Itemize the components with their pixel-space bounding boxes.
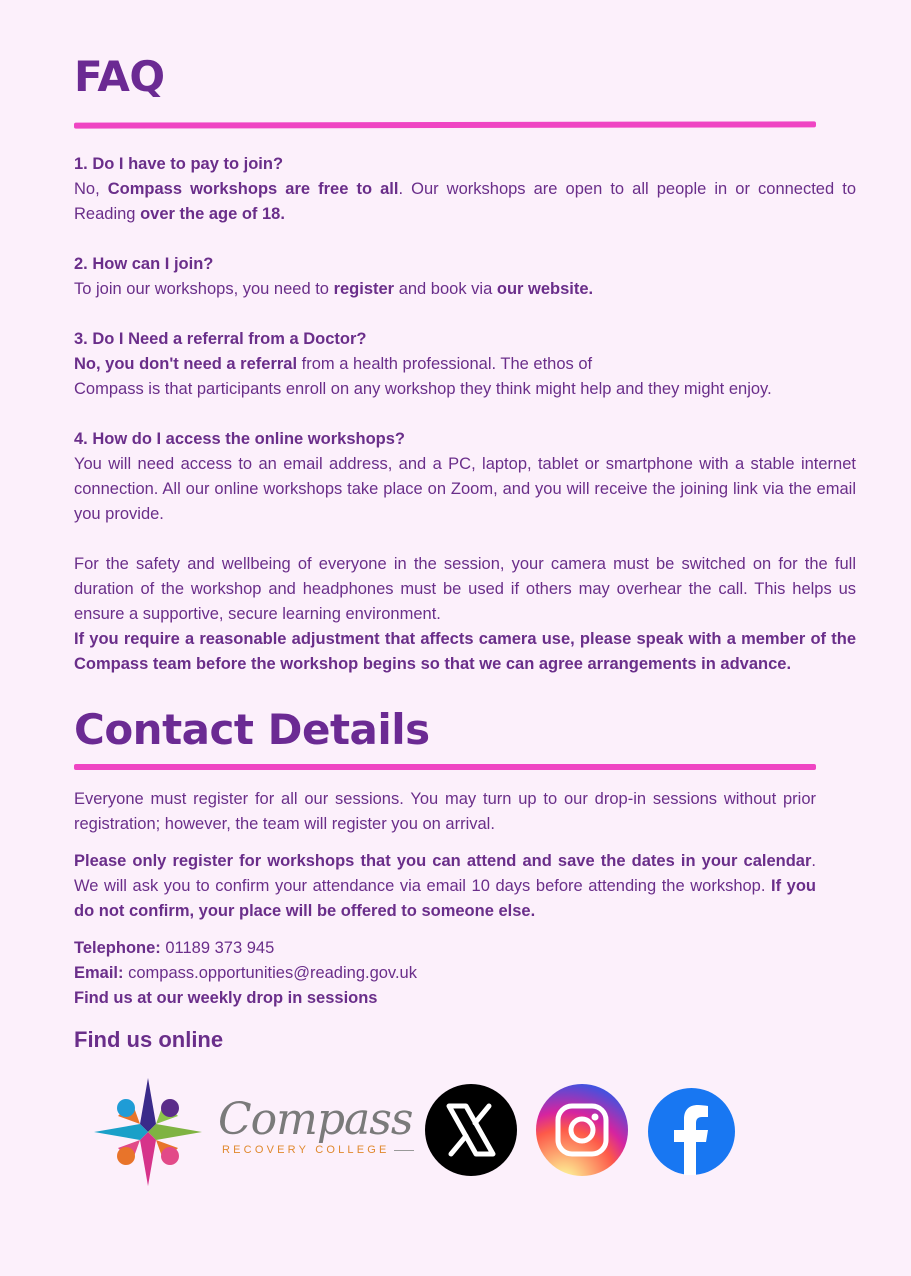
faq-question-1: 1. Do I have to pay to join?	[74, 155, 284, 173]
register-link[interactable]: register	[333, 280, 395, 298]
answer-bold: over the age of 18.	[140, 205, 285, 223]
answer-bold: If you require a reasonable adjustment that affects camera use, please speak with a member of the Compass team before the workshop begins so that we can agree arrangements in advance.	[74, 630, 856, 673]
telephone-value[interactable]: 01189 373 945	[160, 939, 275, 957]
faq-answer-4-p1: You will need access to an email address, and a PC, laptop, tablet or smartphone with a stable internet connection. All our online workshops take place on Zoom, and you will receive the joining link via the email you provide.	[74, 455, 856, 523]
compass-logo-icon[interactable]	[94, 1078, 202, 1186]
contact-bold: Please only register for workshops that you can attend and save the dates in your calendar	[74, 852, 812, 870]
faq-answer-1	[74, 177, 856, 227]
email-value[interactable]: compass.opportunities@reading.gov.uk	[123, 964, 417, 982]
contact-title: Contact Details	[74, 705, 430, 754]
answer-text: No,	[74, 180, 108, 198]
compass-subtitle	[222, 1144, 414, 1156]
email-label: Email:	[74, 964, 124, 982]
logo-row	[94, 1074, 754, 1190]
faq-section	[74, 152, 856, 677]
answer-text: and book via	[394, 280, 497, 298]
email-line	[74, 961, 816, 986]
website-link[interactable]: our website.	[496, 280, 594, 298]
faq-answer-3	[74, 352, 856, 402]
facebook-icon[interactable]	[648, 1088, 735, 1175]
faq-title: FAQ	[74, 52, 165, 101]
answer-bold: No, you don't need a referral	[74, 355, 298, 373]
faq-answer-2	[74, 277, 856, 302]
contact-paragraph-2	[74, 849, 816, 924]
contact-text: . We will ask you to confirm your attendance via email 10 days before attending the workshop.	[74, 852, 816, 895]
answer-text: . Our workshops are open to all people in or connected to Reading	[74, 180, 856, 223]
instagram-icon[interactable]	[536, 1084, 628, 1176]
faq-question-2: 2. How can I join?	[74, 255, 214, 273]
faq-question-3: 3. Do I Need a referral from a Doctor?	[74, 330, 367, 348]
telephone-label: Telephone:	[74, 939, 161, 957]
x-icon[interactable]	[425, 1084, 517, 1176]
faq-question-4: 4. How do I access the online workshops?	[74, 430, 405, 448]
answer-text: To join our workshops, you need to	[74, 280, 334, 298]
contact-bold: If you do not confirm, your place will be offered to someone else.	[74, 877, 817, 920]
answer-text: from a health professional. The ethos of	[297, 355, 593, 373]
compass-wordmark: Compass	[218, 1094, 413, 1145]
dropin-line	[74, 986, 816, 1011]
answer-text: Compass is that participants enroll on any workshop they think might help and they might enjoy.	[74, 380, 772, 398]
faq-answer-4-p3	[74, 627, 856, 677]
answer-bold: Compass workshops are free to all	[107, 180, 399, 198]
contact-divider	[74, 764, 816, 770]
find-online-heading: Find us online	[74, 1027, 224, 1052]
contact-section	[74, 787, 816, 1011]
contact-paragraph-1: Everyone must register for all our sessions. You may turn up to our drop-in sessions without prior registration; however, the team will register you on arrival.	[74, 790, 816, 833]
compass-subtitle-text: RECOVERY COLLEGE	[222, 1144, 390, 1156]
faq-divider	[74, 121, 816, 128]
telephone-line	[74, 936, 816, 961]
dropin-text: Find us at our weekly drop in sessions	[74, 989, 378, 1007]
faq-answer-4-p2: For the safety and wellbeing of everyone in the session, your camera must be switched on for the full duration of the workshop and headphones must be used if others may overhear the call. This helps us ensure a supportive, secure learning environment.	[74, 555, 856, 623]
